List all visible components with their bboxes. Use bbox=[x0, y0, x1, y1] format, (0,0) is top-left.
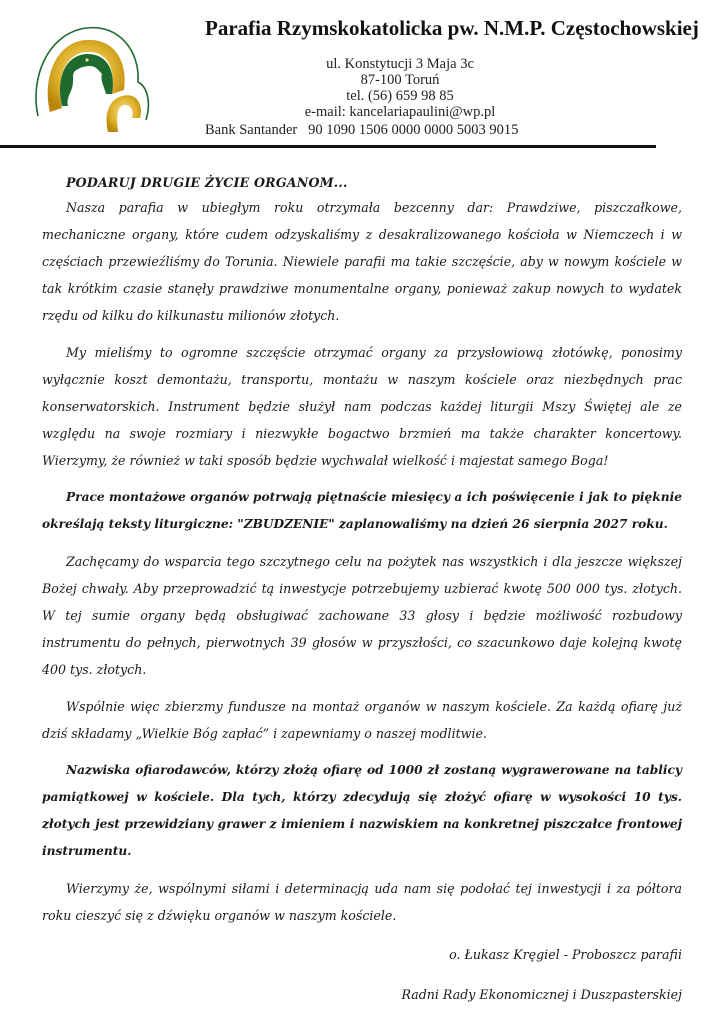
letter-body bbox=[42, 172, 682, 1007]
address-phone: tel. (56) 659 98 85 bbox=[346, 88, 454, 104]
header-divider bbox=[0, 145, 656, 148]
letter-heading: PODARUJ DRUGIE ŻYCIE ORGANOM... bbox=[66, 175, 348, 190]
parish-name-title: Parafia Rzymskokatolicka pw. N.M.P. Częstochowskiej bbox=[205, 16, 699, 40]
parish-logo-icon bbox=[28, 20, 153, 140]
paragraph-appeal: Zachęcamy do wsparcia tego szczytnego celu na pożytek nas wszystkich i dla jeszcze większej Bożej chwały. Aby przeprowadzić tą inwestycje potrzebujemy uzbierać kwotę 500 000 tys. złotych. W tej sumie organy będą obsługiwać zachowane 33 głosy i będzie możliwość rozbudowy instrumentu do pełnych, pierwotnych 39 głosów w przyszłości, co szacunkowo daje kolejną kwotę 400 tys. złotych. bbox=[42, 554, 682, 677]
paragraph-gift: Nasza parafia w ubiegłym roku otrzymała bezcenny dar: Prawdziwe, piszczałkowe, mechaniczne organy, które cudem odzyskaliśmy z desakralizowanego kościoła w Niemczech i w częściach przewieźliśmy do Torunia. Niewiele parafii ma takie szczęście, aby w nowym kościele w tak krótkim czasie stanęły prawdziwe monumentalne organy, ponieważ zakup nowych to wydatek rzędu od kilku do kilkunastu milionów złotych. bbox=[42, 200, 682, 323]
parish-address-block bbox=[200, 56, 600, 120]
address-city: 87-100 Toruń bbox=[360, 72, 440, 88]
bank-info bbox=[205, 122, 518, 139]
paragraph-engraving: Nazwiska ofiarodawców, którzy złożą ofiarę od 1000 zł zostaną wygrawerowane na tablicy pamiątkowej w kościele. Dla tych, którzy zdecydują się złożyć ofiarę w wysokości 10 tys. złotych jest przewidziany grawer z imieniem i nazwiskiem na konkretnej piszczałce frontowej instrumentu. bbox=[42, 763, 682, 858]
address-email[interactable]: e-mail: kancelariapaulini@wp.pl bbox=[304, 104, 496, 120]
paragraph-thanks: Wspólnie więc zbierzmy fundusze na montaż organów w naszym kościele. Za każdą ofiarę już dziś składamy „Wielkie Bóg zapłać” i zapewniamy o naszej modlitwie. bbox=[42, 699, 682, 741]
bank-account: 90 1090 1506 0000 0000 5003 9015 bbox=[308, 122, 519, 138]
paragraph-schedule: Prace montażowe organów potrwają piętnaście miesięcy a ich poświęcenie i jak to pięknie określają teksty liturgiczne: "ZBUDZENIE" zaplanowaliśmy na dzień 26 sierpnia 2027 roku. bbox=[42, 490, 682, 531]
bank-label: Bank Santander bbox=[205, 122, 298, 138]
signature-pastor: o. Łukasz Kręgiel - Proboszcz parafii bbox=[449, 947, 682, 962]
signature-council: Radni Rady Ekonomicznej i Duszpasterskiej bbox=[401, 987, 682, 1002]
address-street: ul. Konstytucji 3 Maja 3c bbox=[326, 56, 474, 72]
paragraph-cost: My mieliśmy to ogromne szczęście otrzymać organy za przysłowiową złotówkę, ponosimy wyłącznie koszt demontażu, transportu, montażu w naszym kościele oraz niezbędnych prac konserwatorskich. Instrument będzie służył nam podczas każdej liturgii Mszy Świętej ale ze względu na swoje rozmiary i niezwykłe bogactwo brzmień ma także charakter koncertowy. Wierzymy, że również w taki sposób będzie wychwalał wielkość i majestat samego Boga! bbox=[42, 345, 682, 468]
paragraph-closing: Wierzymy że, wspólnymi siłami i determinacją uda nam się podołać tej inwestycji i za półtora roku cieszyć się z dźwięku organów w naszym kościele. bbox=[42, 881, 682, 923]
